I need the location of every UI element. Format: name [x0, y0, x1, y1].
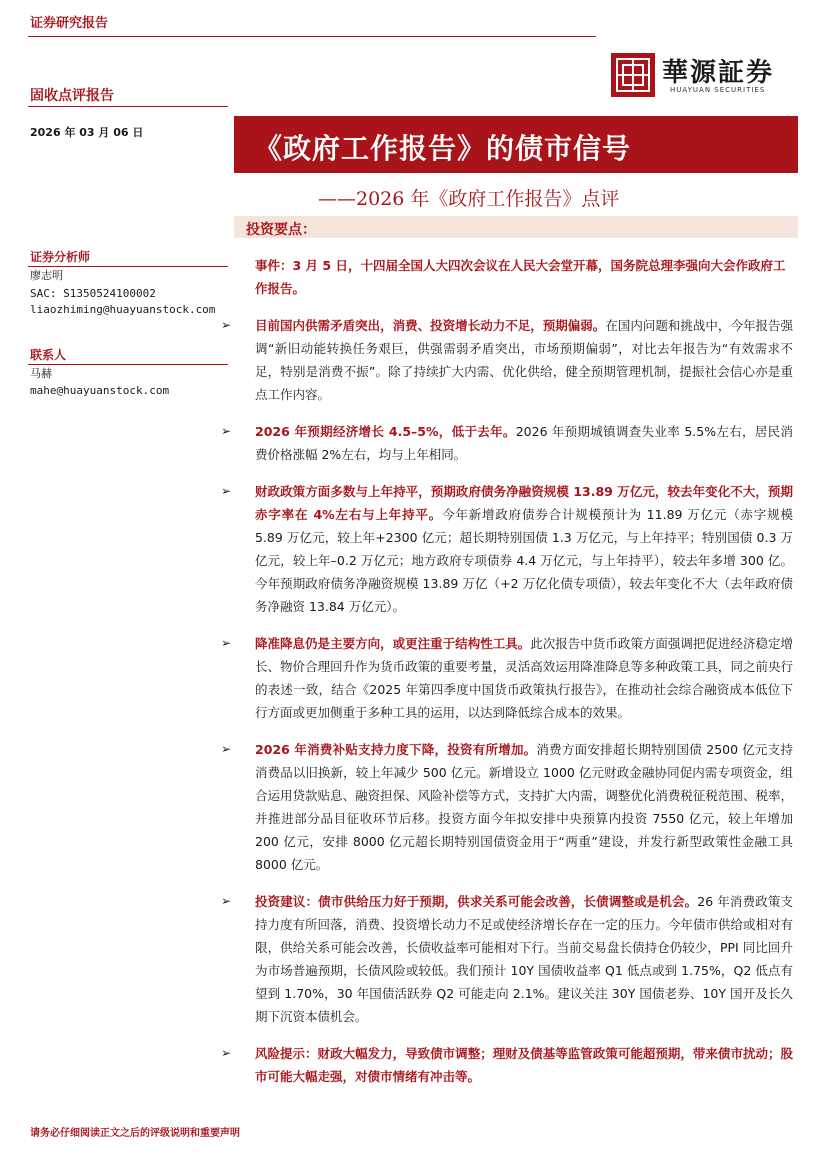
key-point-highlight: 降准降息仍是主要方向，或更注重于结构性工具。 [255, 636, 531, 651]
bullet-arrow-icon: ➢ [221, 318, 232, 332]
key-point-highlight: 风险提示：财政大幅发力，导致债市调整；理财及债基等监管政策可能超预期，带来债市扰动；股市可能大幅走强，对债市情绪有冲击等。 [255, 1046, 793, 1084]
bullet-arrow-icon: ➢ [221, 484, 232, 498]
contact-divider [28, 364, 228, 365]
analyst-email[interactable]: liaozhiming@huayuanstock.com [30, 303, 216, 316]
bullet-arrow-icon: ➢ [221, 894, 232, 908]
key-point-highlight: 投资建议：债市供给压力好于预期，供求关系可能会改善，长债调整或是机会。 [255, 894, 698, 909]
bullet-arrow-icon: ➢ [221, 1046, 232, 1060]
report-date: 2026 年 03 月 06 日 [30, 126, 144, 139]
key-point-highlight: 2026 年预期经济增长 4.5–5%，低于去年。 [255, 424, 516, 439]
report-category: 证券研究报告 [30, 16, 109, 31]
key-point-item [221, 738, 793, 876]
subcategory-divider [28, 106, 228, 107]
page-subtitle: ——2026 年《政府工作报告》点评 [318, 188, 620, 210]
analyst-name: 廖志明 [30, 269, 63, 282]
key-point-item [221, 632, 793, 724]
analyst-divider [28, 266, 228, 267]
key-point-body: 今年新增政府债券合计规模预计为 11.89 万亿元（赤字规模 5.89 万亿元，较上年+2300 亿元；超长期特别国债 1.3 万亿元，与上年持平；特别国债 0.3 万亿元，较上年–0.2 万亿元；地方政府专项债券 4.4 万亿元，与上年持平），较去年多增 300 亿。今年预期政府债务净融资规模 13.89 万亿（+2 万亿化债专项债），较去年变化不大（去年政府债务净融资 13.84 万亿元）。 [255, 507, 794, 614]
logo-chinese-name: 華源証券 [662, 58, 775, 88]
key-point-item [221, 1042, 793, 1088]
key-point-item [221, 314, 793, 406]
key-point-body: 此次报告中货币政策方面强调把促进经济稳定增长、物价合理回升作为货币政策的重要考量，灵活高效运用降准降息等多种政策工具，同之前央行的表述一致，结合《2025 年第四季度中国货币政策执行报告》，在推动社会综合融资成本低位下行方面或更加侧重于多种工具的运用，以达到降低综合成本的效果。 [255, 636, 793, 720]
report-subcategory: 固收点评报告 [30, 88, 114, 104]
contact-email[interactable]: mahe@huayuanstock.com [30, 384, 170, 397]
key-point-body: 消费方面安排超长期特别国债 2500 亿元支持消费品以旧换新，较上年减少 500 亿元。新增设立 1000 亿元财政金融协同促内需专项资金，组合运用贷款贴息、融资担保、风险补偿等方式，支持扩大内需，调整优化消费税征税范围、税率，并推进部分品目征收环节后移。投资方面今年拟安排中央预算内投资 7550 亿元，较上年增加 200 亿元，安排 8000 亿元超长期特别国债资金用于“两重”建设，并发行新型政策性金融工具 8000 亿元。 [255, 742, 793, 872]
key-point-item [221, 480, 794, 618]
analyst-heading: 证券分析师 [30, 250, 91, 264]
key-points-bar [234, 216, 798, 238]
analyst-sac: SAC: S1350524100002 [30, 287, 156, 300]
contact-name: 马赫 [30, 367, 52, 380]
bullet-arrow-icon: ➢ [221, 636, 232, 650]
contact-heading: 联系人 [30, 348, 67, 362]
key-point-highlight: 财政政策方面多数与上年持平，预期政府债务净融资规模 13.89 万亿元，较去年变化不大，预期赤字率在 4%左右与上年持平。 [255, 484, 793, 522]
page-title: 《政府工作报告》的债市信号 [254, 132, 632, 165]
bullet-arrow-icon: ➢ [221, 424, 232, 438]
header-divider [28, 36, 596, 37]
key-point-body: 2026 年预期城镇调查失业率 5.5%左右，居民消费价格涨幅 2%左右，均与上年相同。 [255, 424, 793, 462]
key-point-highlight: 目前国内供需矛盾突出，消费、投资增长动力不足，预期偏弱。 [255, 318, 606, 333]
disclaimer-footer: 请务必仔细阅读正文之后的评级说明和重要声明 [30, 1128, 240, 1139]
main-content [221, 254, 794, 1102]
event-text: 事件：3 月 5 日，十四届全国人大四次会议在人民大会堂开幕，国务院总理李强向大会作政府工作报告。 [255, 258, 786, 296]
key-point-body: 26 年消费政策支持力度有所回落，消费、投资增长动力不足或使经济增长存在一定的压力。今年债市供给或相对有限，供给关系可能会改善，长债收益率可能相对下行。当前交易盘长债持仓仍较少，PPI 同比回升为市场普遍预期，长债风险或较低。我们预计 10Y 国债收益率 Q1 低点或到 1.75%，Q2 低点有望到 1.70%，30 年国债活跃券 Q2 可能走向 2.1%。建议关注 30Y 国债老券、10Y 国开及长久期下沉资本债机会。 [255, 894, 793, 1024]
key-point-body: 在国内问题和挑战中，今年报告强调“新旧动能转换任务艰巨，供强需弱矛盾突出，市场预期偏弱”，对比去年报告为“有效需求不足，特别是消费不振”。除了持续扩大内需、优化供给，健全预期管理机制，提振社会信心亦是重点工作内容。 [255, 318, 793, 402]
event-paragraph [255, 254, 793, 300]
key-point-highlight: 2026 年消费补贴支持力度下降，投资有所增加。 [255, 742, 537, 757]
key-points-label: 投资要点： [246, 222, 316, 238]
logo-english-name: HUAYUAN SECURITIES [670, 86, 766, 94]
key-point-item [221, 420, 793, 466]
huayuan-logo-icon [610, 52, 656, 98]
company-logo [610, 52, 796, 98]
title-banner [234, 116, 798, 173]
bullet-arrow-icon: ➢ [221, 742, 232, 756]
key-point-item [221, 890, 793, 1028]
